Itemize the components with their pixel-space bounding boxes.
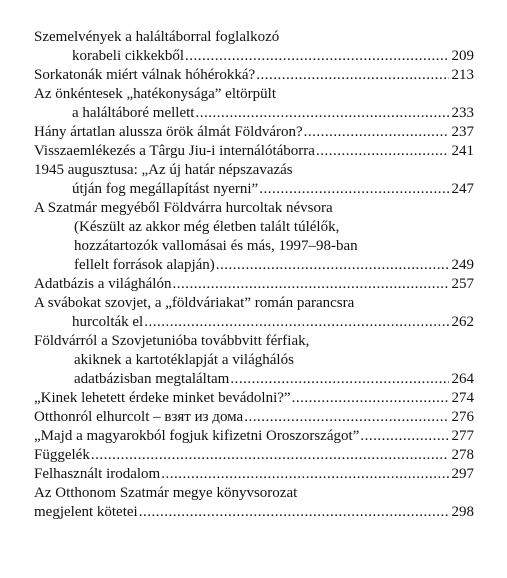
toc-page-number: 264 [451,371,474,387]
toc-entry [34,294,474,313]
toc-entry [34,28,474,47]
toc-page-number: 276 [451,409,474,425]
toc-entry [34,427,474,446]
toc-entry-title: Szemelvények a haláltáborral foglalkozó [34,29,280,45]
leader-dots [185,47,448,66]
toc-entry-title: 1945 augusztusa: „Az új határ népszavazás [34,162,293,178]
toc-entry [34,47,474,66]
toc-entry [34,218,474,237]
toc-page-number: 278 [451,447,474,463]
toc-entry [34,465,474,484]
leader-dots [292,389,449,408]
toc-entry-title: Otthonról elhurcolt – взят из дома [34,409,244,425]
toc-entry-title: „Kinek lehetett érdeke minket bevádolni?” [34,390,291,406]
toc-entry-title: Felhasznált irodalom [34,466,161,482]
toc-entry-title: hozzátartozók vallomásai és más, 1997–98-ban [74,238,358,254]
toc-entry-title: megjelent kötetei [34,504,138,520]
toc-entry-title: (Készült az akkor még életben talált túlélők, [74,219,340,235]
leader-dots [161,465,448,484]
toc-entry [34,142,474,161]
toc-entry [34,161,474,180]
toc-entry [34,123,474,142]
toc-page-number: 249 [451,257,474,273]
toc-entry [34,66,474,85]
leader-dots [216,256,449,275]
toc-entry [34,313,474,332]
toc-entry [34,256,474,275]
leader-dots [172,275,448,294]
leader-dots [91,446,449,465]
toc-entry-title: Az önkéntesek „hatékonysága” eltörpült [34,86,276,102]
toc-entry [34,389,474,408]
toc-entry-title: fellelt források alapján) [74,257,215,273]
toc-entry [34,484,474,503]
leader-dots [139,503,449,522]
toc-entry [34,503,474,522]
toc-page-number: 237 [451,124,474,140]
toc-entry [34,332,474,351]
toc-page-number: 262 [451,314,474,330]
toc-entry-title: Sorkatonák miért válnak hóhérokká? [34,67,256,83]
leader-dots [244,408,448,427]
toc-entry [34,85,474,104]
toc-entry [34,275,474,294]
toc-entry-title: hurcolták el [72,314,144,330]
toc-entry [34,408,474,427]
toc-page-number: 298 [451,504,474,520]
toc-entry [34,351,474,370]
leader-dots [195,104,448,123]
toc-entry [34,199,474,218]
toc-page-number: 233 [451,105,474,121]
leader-dots [316,142,449,161]
toc-page-number: 241 [451,143,474,159]
toc-entry-title: Adatbázis a világhálón [34,276,172,292]
toc-page-number: 274 [451,390,474,406]
leader-dots [304,123,449,142]
leader-dots [144,313,448,332]
toc-entry-title: Hány ártatlan alussza örök álmát Földváron? [34,124,303,140]
toc-entry-title: akiknek a kartotéklapját a világhálós [74,352,294,368]
toc-entry-title: Földvárról a Szovjetunióba továbbvitt férfiak, [34,333,310,349]
leader-dots [259,180,448,199]
leader-dots [360,427,448,446]
toc-entry [34,446,474,465]
toc-entry-title: Visszaemlékezés a Târgu Jiu-i internálótáborra [34,143,315,159]
toc-entry-title: „Majd a magyarokból fogjuk kifizetni Oroszországot” [34,428,360,444]
toc-entry-title: A Szatmár megyéből Földvárra hurcoltak névsora [34,200,333,216]
toc-entry-title: Függelék [34,447,90,463]
toc-entry [34,237,474,256]
toc-entry-title: adatbázisban megtaláltam [74,371,230,387]
toc-page-number: 209 [451,48,474,64]
table-of-contents [34,28,474,522]
toc-page-number: 247 [451,181,474,197]
toc-page-number: 297 [451,466,474,482]
toc-page-number: 213 [451,67,474,83]
toc-page-number: 257 [451,276,474,292]
leader-dots [256,66,448,85]
toc-entry-title: a haláltáboré mellett [72,105,195,121]
toc-entry [34,370,474,389]
toc-entry [34,180,474,199]
toc-entry-title: útján fog megállapítást nyerni” [72,181,259,197]
toc-entry-title: korabeli cikkekből [72,48,185,64]
toc-entry-title: Az Otthonom Szatmár megye könyvsorozat [34,485,298,501]
toc-entry [34,104,474,123]
leader-dots [230,370,448,389]
toc-entry-title: A svábokat szovjet, a „földváriakat” román parancsra [34,295,355,311]
toc-page-number: 277 [451,428,474,444]
